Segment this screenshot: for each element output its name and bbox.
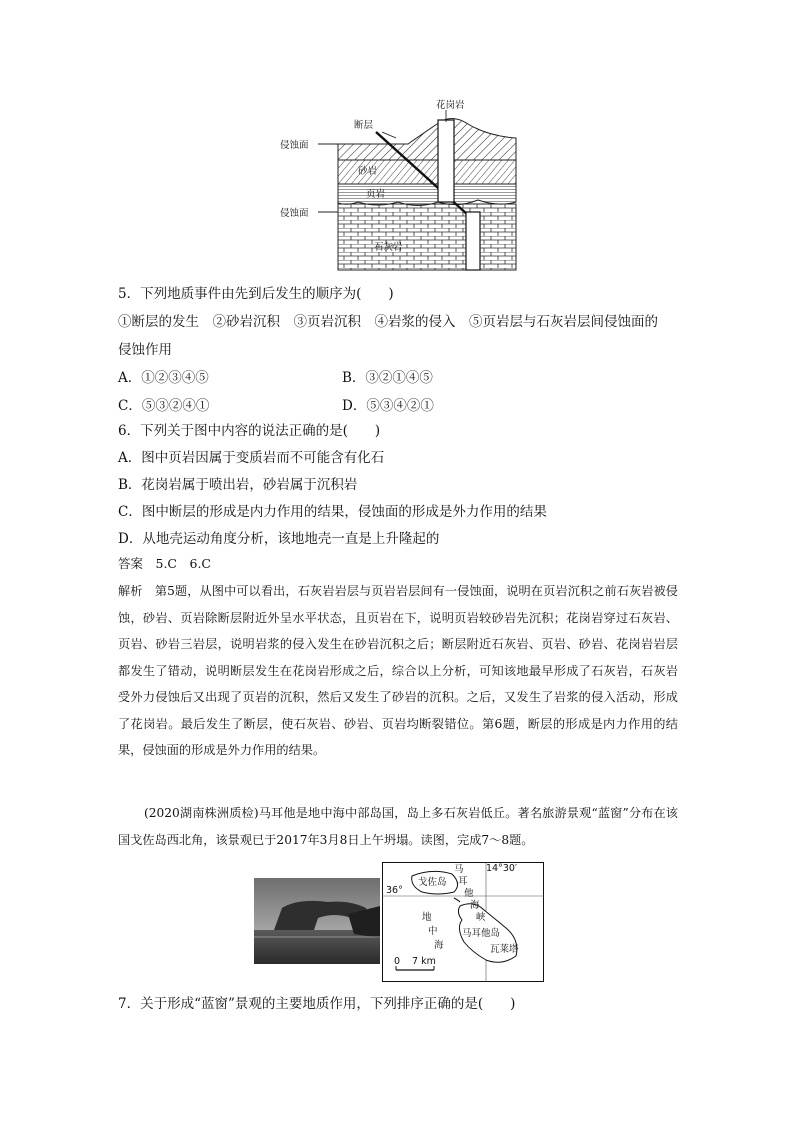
q6-option-b: B．花岗岩属于喷出岩，砂岩属于沉积岩 xyxy=(118,477,358,493)
map-latitude: 36° xyxy=(386,885,403,896)
map-strait-5: 峡 xyxy=(476,912,486,923)
question-5-events: ①断层的发生 ②砂岩沉积 ③页岩沉积 ④岩浆的侵入 ⑤页岩层与石灰岩层间侵蚀面的 xyxy=(118,314,658,330)
label-granite: 花岗岩 xyxy=(436,100,465,111)
question-5-events-cont: 侵蚀作用 xyxy=(118,342,172,358)
map-strait-4: 海 xyxy=(470,900,480,911)
label-sandstone: 砂岩 xyxy=(358,166,378,177)
q6-option-a: A．图中页岩因属于变质岩而不可能含有化石 xyxy=(118,450,385,466)
map-sea-1: 地 xyxy=(422,912,432,923)
map-gozo-label: 戈佐岛 xyxy=(418,877,447,888)
map-scale-length: 7 km xyxy=(412,956,436,967)
blue-window-photo xyxy=(254,878,380,964)
map-longitude: 14°30′ xyxy=(486,863,518,874)
map-strait-1: 马 xyxy=(454,864,464,875)
map-strait-2: 耳 xyxy=(458,876,468,887)
label-limestone: 石灰岩 xyxy=(374,242,403,253)
answer-line: 答案 5.C 6.C xyxy=(118,556,211,571)
limestone-layer xyxy=(338,204,516,270)
map-sea-3: 海 xyxy=(434,940,444,951)
question-7-stem: 7．关于形成“蓝窗”景观的主要地质作用，下列排序正确的是( ) xyxy=(118,996,516,1012)
label-fault: 断层 xyxy=(354,120,374,131)
malta-map xyxy=(382,862,544,982)
q6-option-d: D．从地壳运动角度分析，该地地壳一直是上升隆起的 xyxy=(118,531,440,547)
map-scale-zero: 0 xyxy=(394,956,401,967)
q5-option-c: C．⑤③②④① xyxy=(118,398,210,414)
label-shale: 页岩 xyxy=(366,189,386,200)
map-valletta-label: 瓦莱塔 xyxy=(490,944,519,955)
map-sea-2: 中 xyxy=(428,926,438,937)
q5-option-b: B．③②①④⑤ xyxy=(342,370,433,386)
q5-option-a: A．①②③④⑤ xyxy=(118,370,209,386)
intro-q7-8: (2020湖南株洲质检)马耳他是地中海中部岛国，岛上多石灰岩低丘。著名旅游景观“蓝窗”分布在该国戈佐岛西北角，该景观已于2017年3月8日上午坍塌。读图，完成7～8题。 xyxy=(118,806,678,847)
granite-intrusion xyxy=(438,120,454,202)
question-6-stem: 6．下列关于图中内容的说法正确的是( ) xyxy=(118,423,381,439)
geologic-cross-section xyxy=(278,92,528,274)
label-erosion-bottom: 侵蚀面 xyxy=(280,208,309,219)
question-5-stem: 5．下列地质事件由先到后发生的顺序为( ) xyxy=(118,286,394,302)
map-strait-3: 他 xyxy=(464,888,474,899)
q6-option-c: C．图中断层的形成是内力作用的结果，侵蚀面的形成是外力作用的结果 xyxy=(118,504,547,520)
q5-option-d: D．⑤③④②① xyxy=(342,398,434,414)
shale-layer xyxy=(338,184,516,206)
explanation: 解析 第5题，从图中可以看出，石灰岩岩层与页岩岩层间有一侵蚀面，说明在页岩沉积之前石灰岩被侵蚀，砂岩、页岩除断层附近外呈水平状态，且页岩在下，说明页岩较砂岩先沉积；花岗岩穿过石灰岩、页岩、砂岩三岩层，说明岩浆的侵入发生在砂岩沉积之后；断层附近石灰岩、页岩、砂岩、花岗岩岩层都发生了错动，说明断层发生在花岗岩形成之后，综合以上分析，可知该地最早形成了石灰岩，石灰岩受外力侵蚀后又出现了页岩的沉积，然后又发生了砂岩的沉积。之后，又发生了岩浆的侵入活动，形成了花岗岩。最后发生了断层，使石灰岩、砂岩、页岩均断裂错位。第6题，断层的形成是内力作用的结果，侵蚀面的形成是外力作用的结果。 xyxy=(118,584,678,757)
label-erosion-top: 侵蚀面 xyxy=(280,140,309,151)
map-malta-label: 马耳他岛 xyxy=(462,928,501,939)
